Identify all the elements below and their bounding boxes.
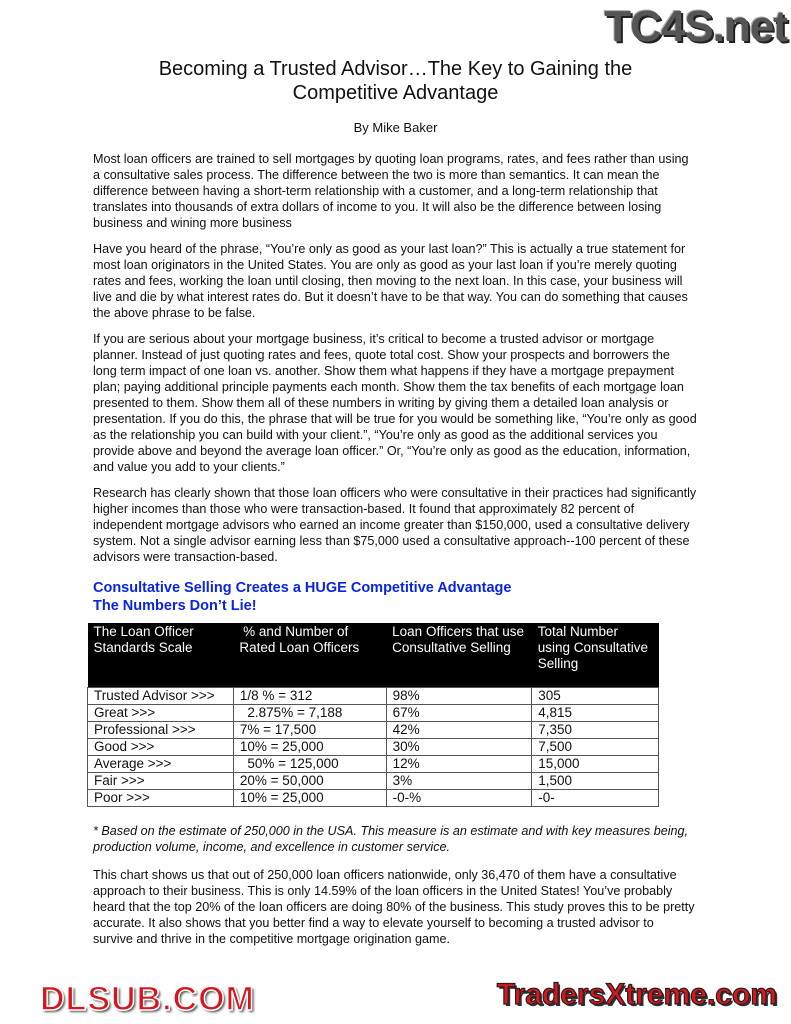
table-cell: 10% = 25,000 [233, 739, 386, 756]
standards-table [87, 623, 659, 807]
table-cell: 10% = 25,000 [233, 790, 386, 807]
article-body [93, 151, 697, 957]
table-header-row [88, 623, 659, 688]
heading-line-1: Consultative Selling Creates a HUGE Competitive Advantage [93, 580, 512, 596]
table-cell: Great >>> [88, 705, 234, 722]
table-cell: 7,500 [532, 739, 659, 756]
table-cell: 20% = 50,000 [233, 773, 386, 790]
table-row [88, 739, 659, 756]
tc4s-logo: TC4S.net [604, 2, 787, 51]
byline: By Mike Baker [353, 120, 438, 135]
footnote: * Based on the estimate of 250,000 in the USA. This measure is an estimate and with key measures being, production volume, income, and excellence in customer service. [93, 824, 689, 854]
paragraph-3: If you are serious about your mortgage business, it’s critical to become a trusted advisor or mortgage planner. Instead of just quoting rates and fees, quote total cost. Show your prospects and borrowers the long term impact of one loan vs. another. Show them what happens if they have a mortgage prepayment plan; paying additional principle payments each month. Show them the tax benefits of each mortgage loan presented to them. Show them all of these numbers in writing by giving them a detailed loan analysis or presentation. If you do this, the phrase that will be true for you would be something like, “You’re only as good as the relationship you can build with your client.”, “You’re only as good as the additional services you provide above and beyond the average loan officer.” Or, “You’re only as good as the education, information, and value you add to your clients.” [93, 332, 697, 474]
table-cell: 1/8 % = 312 [233, 688, 386, 705]
table-row [88, 756, 659, 773]
tradersxtreme-logo: TradersXtreme.com [496, 978, 777, 1011]
table-cell: Professional >>> [88, 722, 234, 739]
table-cell: 4,815 [532, 705, 659, 722]
table-cell: -0- [532, 790, 659, 807]
table-cell: 305 [532, 688, 659, 705]
paragraph-2: Have you heard of the phrase, “You’re only as good as your last loan?” This is actually a true statement for most loan originators in the United States. You are only as good as your last loan if you’re merely quoting rates and fees, working the loan until closing, then moving to the next loan. In this case, your business will live and die by what interest rates do. But it doesn’t have to be that way. You can do something that causes the above phrase to be false. [93, 242, 688, 320]
table-cell: 67% [386, 705, 532, 722]
table-row [88, 722, 659, 739]
table-cell: Trusted Advisor >>> [88, 688, 234, 705]
table-cell: 15,000 [532, 756, 659, 773]
table-cell: Poor >>> [88, 790, 234, 807]
title-line-1: Becoming a Trusted Advisor…The Key to Gaining the [158, 58, 633, 80]
heading-line-2: The Numbers Don’t Lie! [93, 598, 257, 614]
table-cell: 7% = 17,500 [233, 722, 386, 739]
table-cell: 2.875% = 7,188 [233, 705, 386, 722]
table-row [88, 773, 659, 790]
paragraph-4: Research has clearly shown that those loan officers who were consultative in their practices had significantly higher incomes than those who were transaction-based. It found that approximately 82 percent of independent mortgage advisors who earned an income greater than $150,000, used a consultative delivery system. Not a single advisor earning less than $75,000 used a consultative approach--100 percent of these advisors were transaction-based. [93, 486, 697, 564]
table-cell: 7,350 [532, 722, 659, 739]
table-cell: Average >>> [88, 756, 234, 773]
table-cell: 42% [386, 722, 532, 739]
table-cell: 3% [386, 773, 532, 790]
table-cell: 98% [386, 688, 532, 705]
paragraph-1: Most loan officers are trained to sell mortgages by quoting loan programs, rates, and fees rather than using a consultative sales process. The difference between the two is more than semantics. It can mean the difference between having a short-term relationship with a customer, and a long-term relationship that translates into thousands of extra dollars of income to you. It will also be the difference between losing business and wining more business [93, 152, 689, 230]
table-cell: 50% = 125,000 [233, 756, 386, 773]
table-row [88, 790, 659, 807]
closing-paragraph: This chart shows us that out of 250,000 loan officers nationwide, only 36,470 of them have a consultative approach to their business. This is only 14.59% of the loan officers in the United States! You’ve probably heard that the top 20% of the loan officers are doing 80% of the business. This study proves this to be pretty accurate. It also shows that you better find a way to elevate yourself to becoming a trusted advisor to survive and thrive in the competitive mortgage origination game. [93, 868, 695, 946]
table-cell: -0-% [386, 790, 532, 807]
header-cell: The Loan Officer Standards Scale [88, 623, 234, 688]
table-row [88, 688, 659, 705]
section-heading [93, 579, 697, 615]
header-cell: % and Number of Rated Loan Officers [233, 623, 386, 688]
header-cell: Total Number using Consultative Selling [532, 623, 659, 688]
table-cell: 30% [386, 739, 532, 756]
dlsub-watermark: DLSUB.COM [40, 980, 255, 1018]
document-title [0, 57, 791, 105]
title-line-2: Competitive Advantage [292, 82, 499, 104]
table-cell: Fair >>> [88, 773, 234, 790]
table-cell: 1,500 [532, 773, 659, 790]
header-cell: Loan Officers that use Consultative Selling [386, 623, 532, 688]
table-row [88, 705, 659, 722]
table-cell: 12% [386, 756, 532, 773]
table-cell: Good >>> [88, 739, 234, 756]
